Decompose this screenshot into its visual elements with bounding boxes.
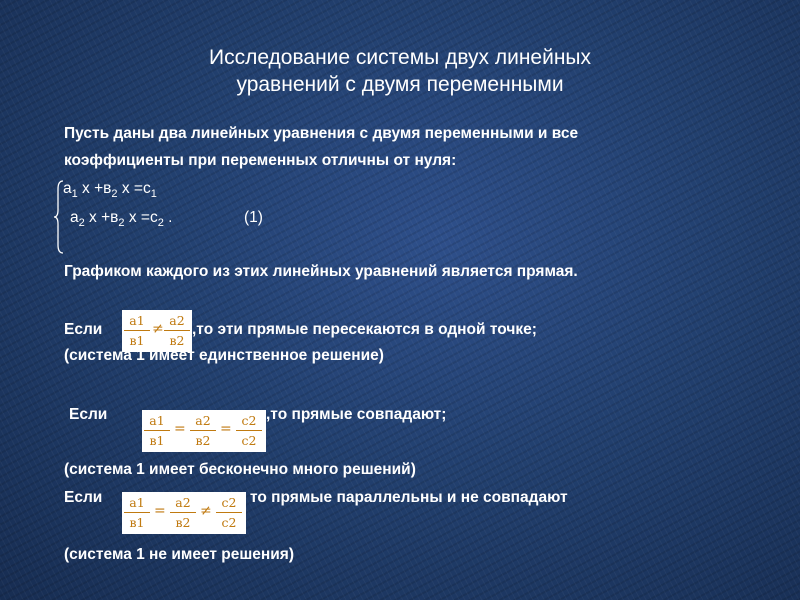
case3-prefix: Если (64, 489, 103, 506)
case1-note: (система 1 имеет единственное решение) (64, 347, 384, 364)
graph-statement: Графиком каждого из этих линейных уравнений является прямая. (64, 263, 578, 280)
equation-2: $а_2$ $х +в_2$ $х =с_2$ . (70, 209, 173, 229)
case3-suffix: то прямые параллельны и не совпадают (250, 489, 568, 506)
case2-note: (система 1 имеет бесконечно много решений) (64, 461, 416, 478)
case1-formula: а1 в1 ≠ а2 в2 (122, 310, 192, 352)
equation-1: $а_1$ $х +в_2$ $х =с_1$ (63, 180, 157, 200)
intro-line-1: Пусть даны два линейных уравнения с двумя переменными и все (64, 125, 579, 142)
case3-formula: а1 в1 = а2 в2 ≠ с2 с2 (122, 492, 246, 534)
title-line-2: уравнений с двумя переменными (236, 73, 564, 96)
case1-suffix: ,то эти прямые пересекаются в одной точке; (192, 321, 537, 338)
title-line-1: Исследование системы двух линейных (208, 46, 592, 69)
equation-label: (1) (244, 209, 263, 226)
case2-prefix: Если (69, 406, 108, 423)
case2-suffix: ,то прямые совпадают; (266, 406, 447, 423)
case2-formula: а1 в1 = а2 в2 = с2 с2 (142, 410, 266, 452)
case1-prefix: Если (64, 321, 103, 338)
intro-line-2: коэффициенты при переменных отличны от нуля: (64, 152, 457, 169)
case3-note: (система 1 не имеет решения) (64, 546, 294, 563)
slide-title (0, 44, 800, 98)
